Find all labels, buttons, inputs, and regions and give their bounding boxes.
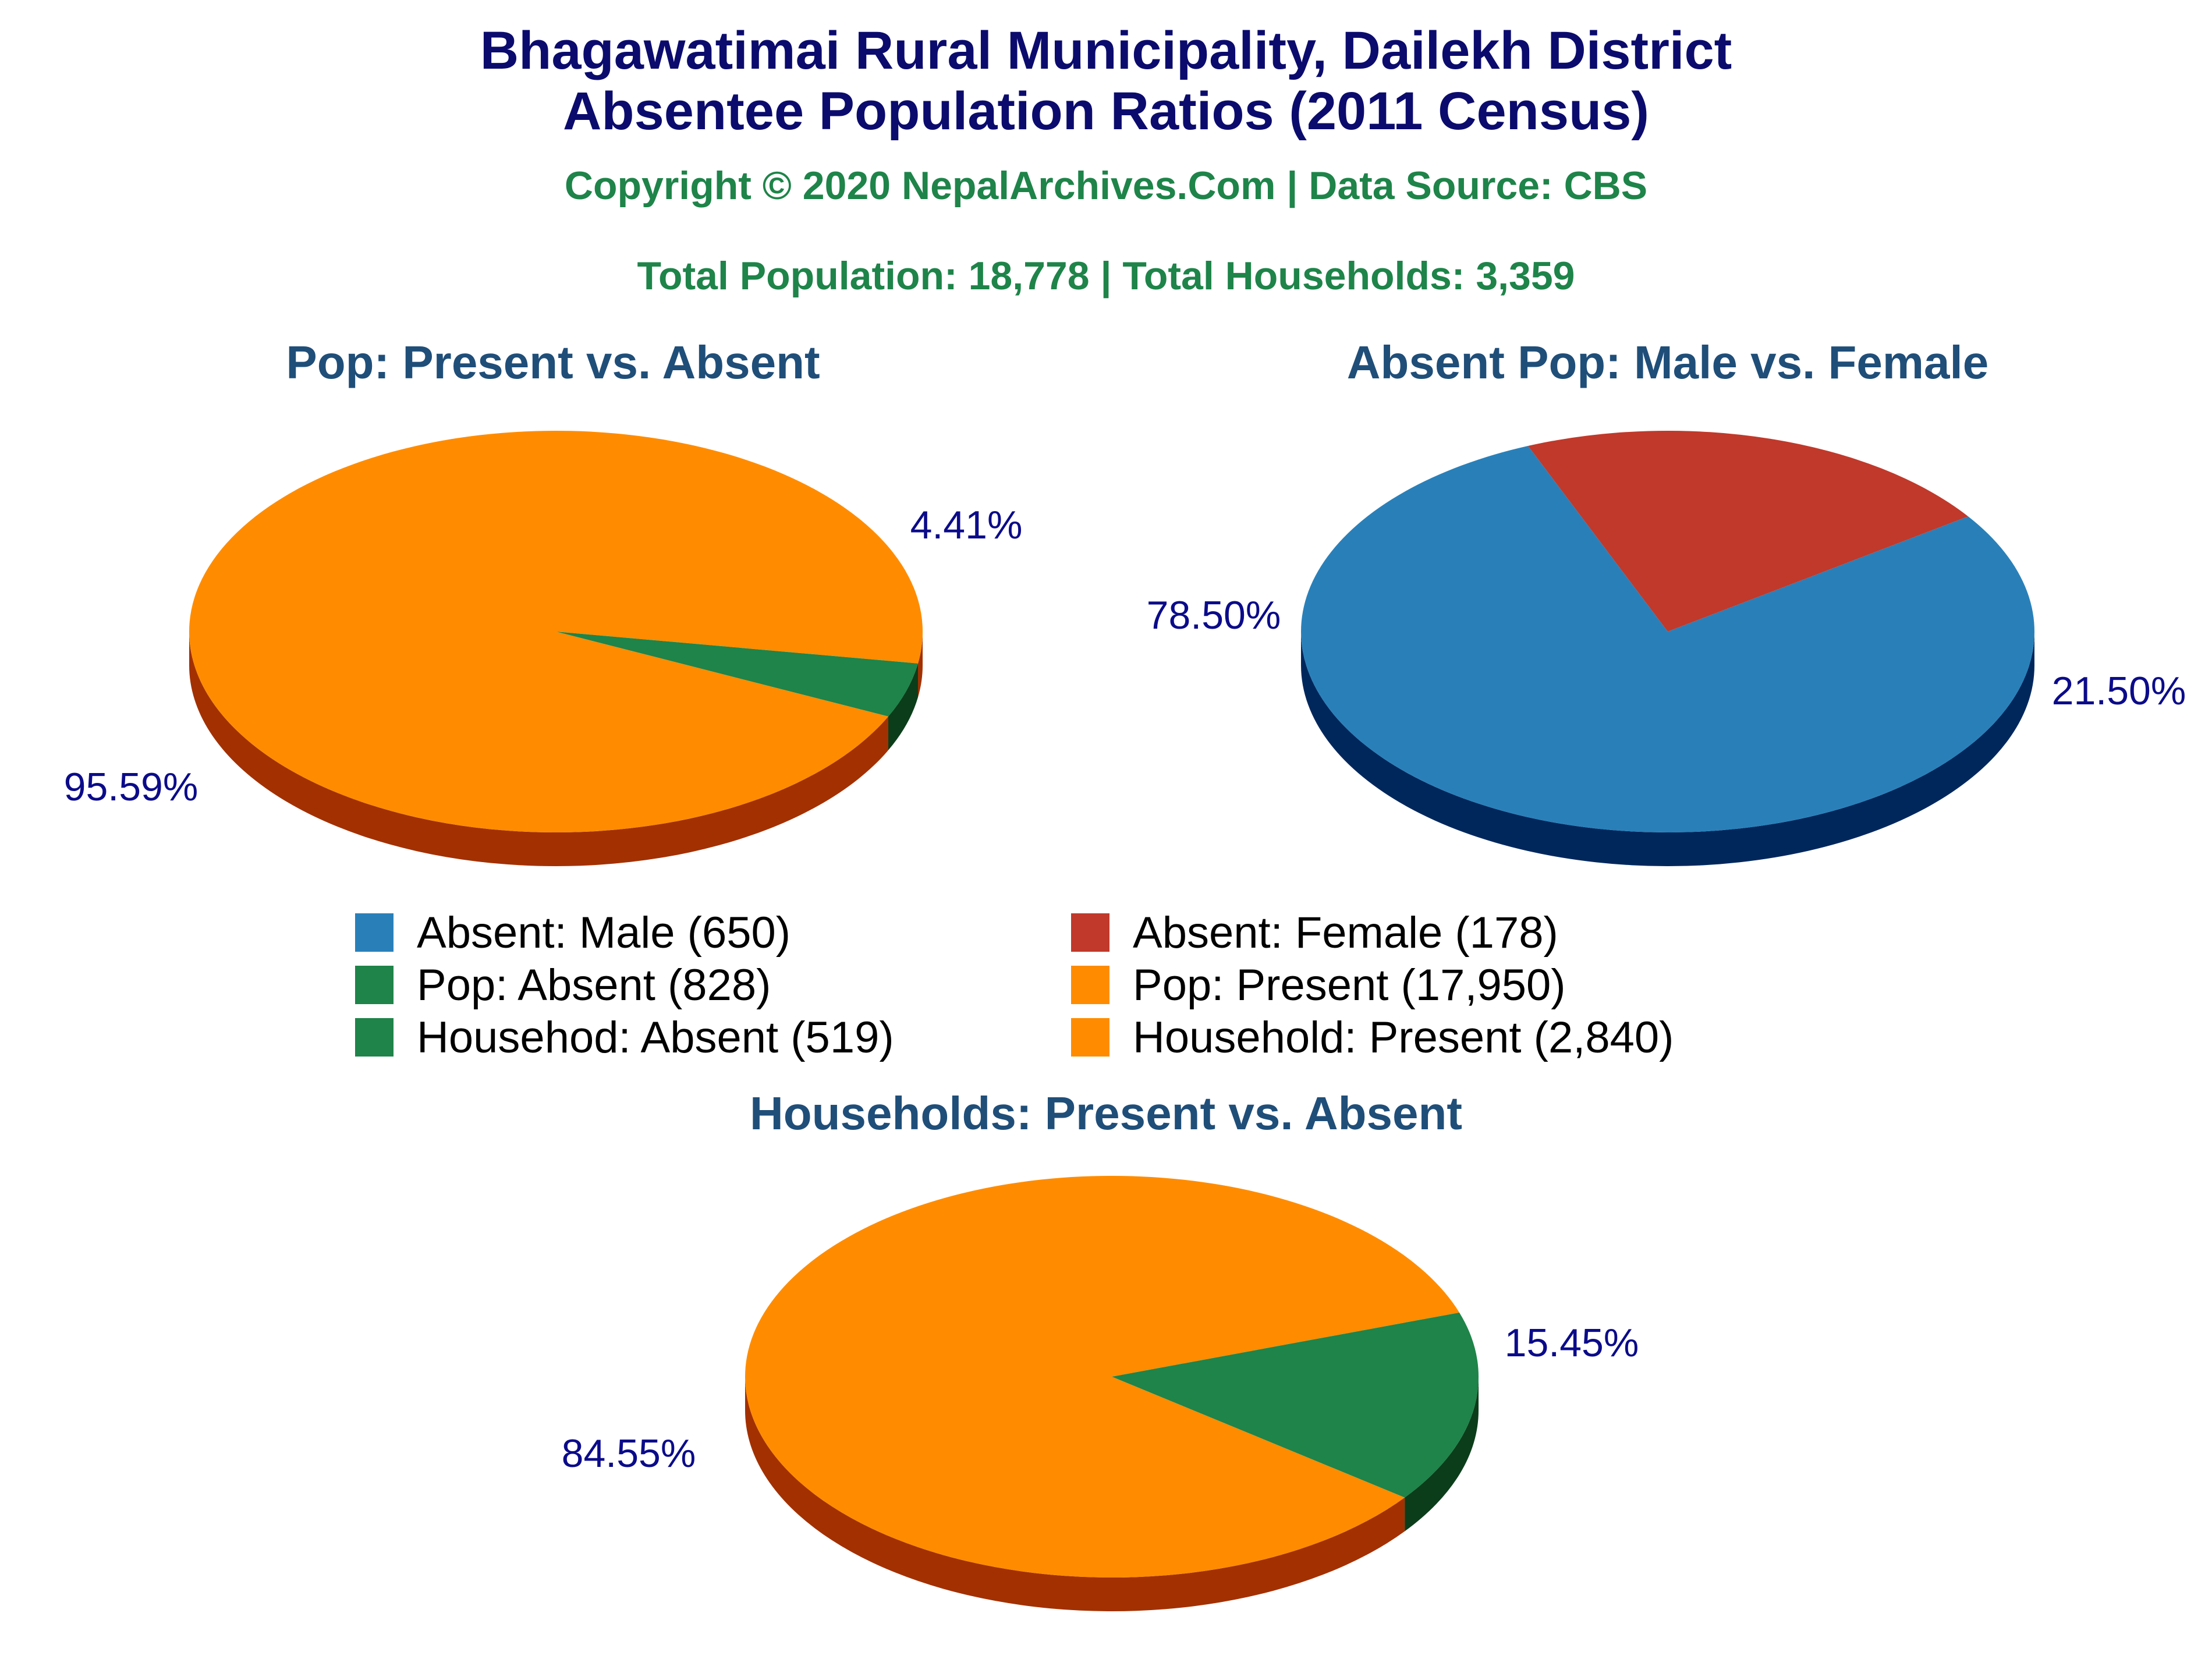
pie-percent-label: 4.41% [910, 503, 1023, 547]
legend-swatch [1071, 913, 1109, 952]
legend-swatch [355, 913, 394, 952]
pie-percent-label: 78.50% [1146, 593, 1281, 637]
pie-title: Pop: Present vs. Absent [286, 336, 820, 388]
legend-label: Absent: Male (650) [417, 908, 791, 958]
pie-title: Absent Pop: Male vs. Female [1346, 336, 1989, 388]
totals-text: Total Population: 18,778 | Total Households: 3,359 [637, 254, 1575, 298]
legend-label: Pop: Present (17,950) [1133, 960, 1566, 1010]
chart-title-line1: Bhagawatimai Rural Municipality, Dailekh District [480, 21, 1732, 80]
copyright-text: Copyright © 2020 NepalArchives.Com | Data Source: CBS [564, 164, 1648, 208]
legend-label: Pop: Absent (828) [417, 960, 771, 1010]
chart-title-line2: Absentee Population Ratios (2011 Census) [562, 81, 1650, 141]
legend-swatch [1071, 966, 1109, 1004]
pie-percent-label: 15.45% [1504, 1321, 1639, 1365]
legend-swatch [1071, 1018, 1109, 1057]
legend-swatch [355, 966, 394, 1004]
legend-label: Household: Present (2,840) [1133, 1013, 1674, 1062]
pie-percent-label: 21.50% [2051, 669, 2186, 713]
pie-percent-label: 95.59% [63, 765, 198, 809]
pie-percent-label: 84.55% [561, 1431, 696, 1476]
pie-households-present-absent [562, 1087, 1639, 1611]
pie-title: Households: Present vs. Absent [750, 1087, 1462, 1139]
legend [355, 908, 1674, 1062]
legend-label: Absent: Female (178) [1133, 908, 1558, 958]
legend-swatch [355, 1018, 394, 1057]
pie-slice-pop-present [189, 431, 923, 832]
pie-absent-male-female [1147, 336, 2186, 866]
legend-label: Househod: Absent (519) [417, 1013, 894, 1062]
pie-pop-present-absent [64, 336, 1023, 866]
